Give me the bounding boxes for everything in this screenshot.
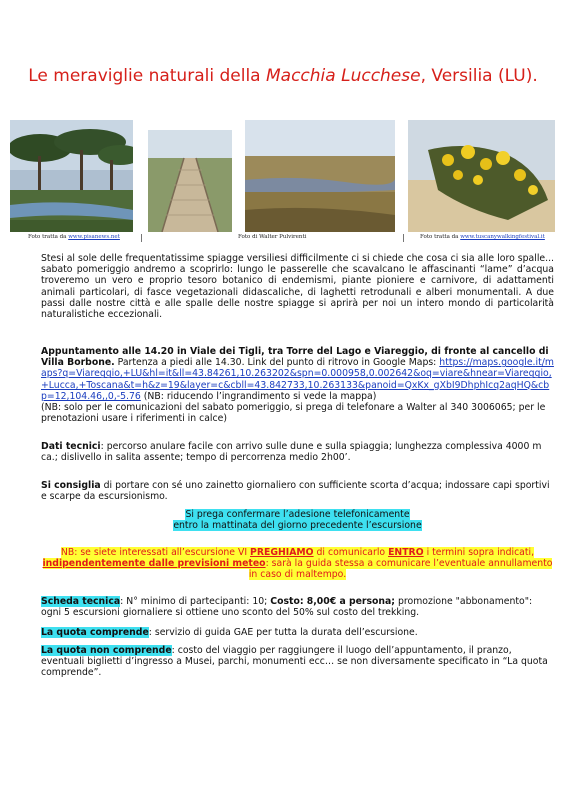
intro-paragraph: Stesi al sole delle frequentatissime spiagge versiliesi difficilmente ci si chiede che cosa ci sia alle loro spalle... sabato pomeriggio andremo a scoprirlo: lungo le passerelle che scavalcano le affascinanti “lame” d’acqua troveremo un vero e proprio tesoro botanico di endemismi, piante pioniere e carnivore, di adattamenti animali particolari, di fasce vegetazionali didascaliche, di laghetti retrodunali e alberi monumentali. A due passi dalle nostre città e alle spalle delle nostre spiagge si aprirà per noi un intero mondo di particolarità naturalistiche eccezionali. — [41, 253, 554, 321]
tech-data: Dati tecnici: percorso anulare facile con arrivo sulle dune e sulla spiaggia; lunghezza complessiva 4000 m ca.; dislivello in salita assente; tempo di percorrenza medio 2h00’. — [41, 441, 542, 464]
photo-credit-2: Foto di Walter Pulvirenti — [238, 234, 307, 240]
credit-separator: | — [402, 233, 405, 242]
photo-pines — [10, 120, 133, 232]
confirm-notice: Si prega confermare l’adesione telefonicamente entro la mattinata del giorno precedente l’escursione — [173, 509, 422, 532]
photo-pines-image — [10, 120, 133, 232]
tuscany-link[interactable]: www.tuscanywalkingfestival.it — [460, 234, 545, 240]
photo-boardwalk-image — [148, 130, 232, 232]
meeting-paragraph: Appuntamento alle 14.20 in Viale dei Tigli, tra Torre del Lago e Viareggio, di fronte al cancello di Villa Borbone. Partenza a piedi alle 14.30. Link del punto di ritrovo in Google Maps: https://maps.google.it/maps?q=Viareggio,+LU&hl=it&ll=43.84261,10.263202&spn=0.000958,0.002642&oq=viare&hnear=Viareggio,+Lucca,+Toscana&t=h&z=19&layer=c&cbll=43.842733,10.263133&panoid=QxKx_gXbI9DhphIcq2aqHQ&cbp=12,104.46,,0,-5.76 (NB: riducendo l’ingrandimento si vede la mappa) (NB: solo per le comunicazioni del sabato pomeriggio, si prega di telefonare a Walter al 340 3006065; per le prenotazioni usare i riferimenti in calce) — [41, 346, 554, 425]
photo-marsh-image — [245, 120, 395, 232]
page-title: Le meraviglie naturali della Macchia Lucchese, Versilia (LU). — [28, 66, 538, 86]
photo-dunes-broom — [408, 120, 555, 232]
price-includes: La quota comprende: servizio di guida GAE per tutta la durata dell’escursione. — [41, 627, 418, 638]
photo-credit-1: Foto tratta da www.pisanews.net — [28, 234, 120, 240]
photo-marsh — [245, 120, 395, 232]
google-maps-link[interactable]: https://maps.google.it/maps?q=Viareggio,+LU&hl=it&ll=43.84261,10.263202&spn=0.000958,0.002642&oq=viare&hnear=Viareggio,+Lucca,+Toscana&t=h&z=19&layer=c&cbll=43.842733,10.263133&panoid=QxKx_gXbI9DhphIcq2aqHQ&cbp=12,104.46,,0,-5.76 — [41, 357, 554, 402]
title-emphasis: Macchia Lucchese — [266, 66, 421, 86]
photo-boardwalk — [148, 130, 232, 232]
photo-dunes-image — [408, 120, 555, 232]
technical-sheet: Scheda tecnica: N° minimo di partecipanti: 10; Costo: 8,00€ a persona; promozione "abbonamento": ogni 5 escursioni giornaliere si ottiene uno sconto del 50% sul costo del trekking. — [41, 596, 533, 619]
pisanews-link[interactable]: www.pisanews.net — [68, 234, 120, 240]
credit-separator: | — [140, 233, 143, 242]
advice-paragraph: Si consiglia di portare con sé uno zainetto giornaliero con sufficiente scorta d’acqua; indossare capi sportivi e scarpe da escursionismo. — [41, 480, 550, 503]
price-excludes: La quota non comprende: costo del viaggio per raggiungere il luogo dell’appuntamento, il pranzo, eventuali biglietti d’ingresso a Musei, parchi, monumenti ecc… se non diversamente specificato in “La quota comprende”. — [41, 645, 548, 679]
nb-notice: NB: se siete interessati all’escursione VI PREGHIAMO di comunicarlo ENTRO i termini sopra indicati, indipendentemente dalle previsioni meteo: sarà la guida stessa a comunicare l’eventuale annullamento in caso di maltempo. — [42, 547, 553, 581]
photo-credit-3: Foto tratta da www.tuscanywalkingfestival.it — [420, 234, 545, 240]
